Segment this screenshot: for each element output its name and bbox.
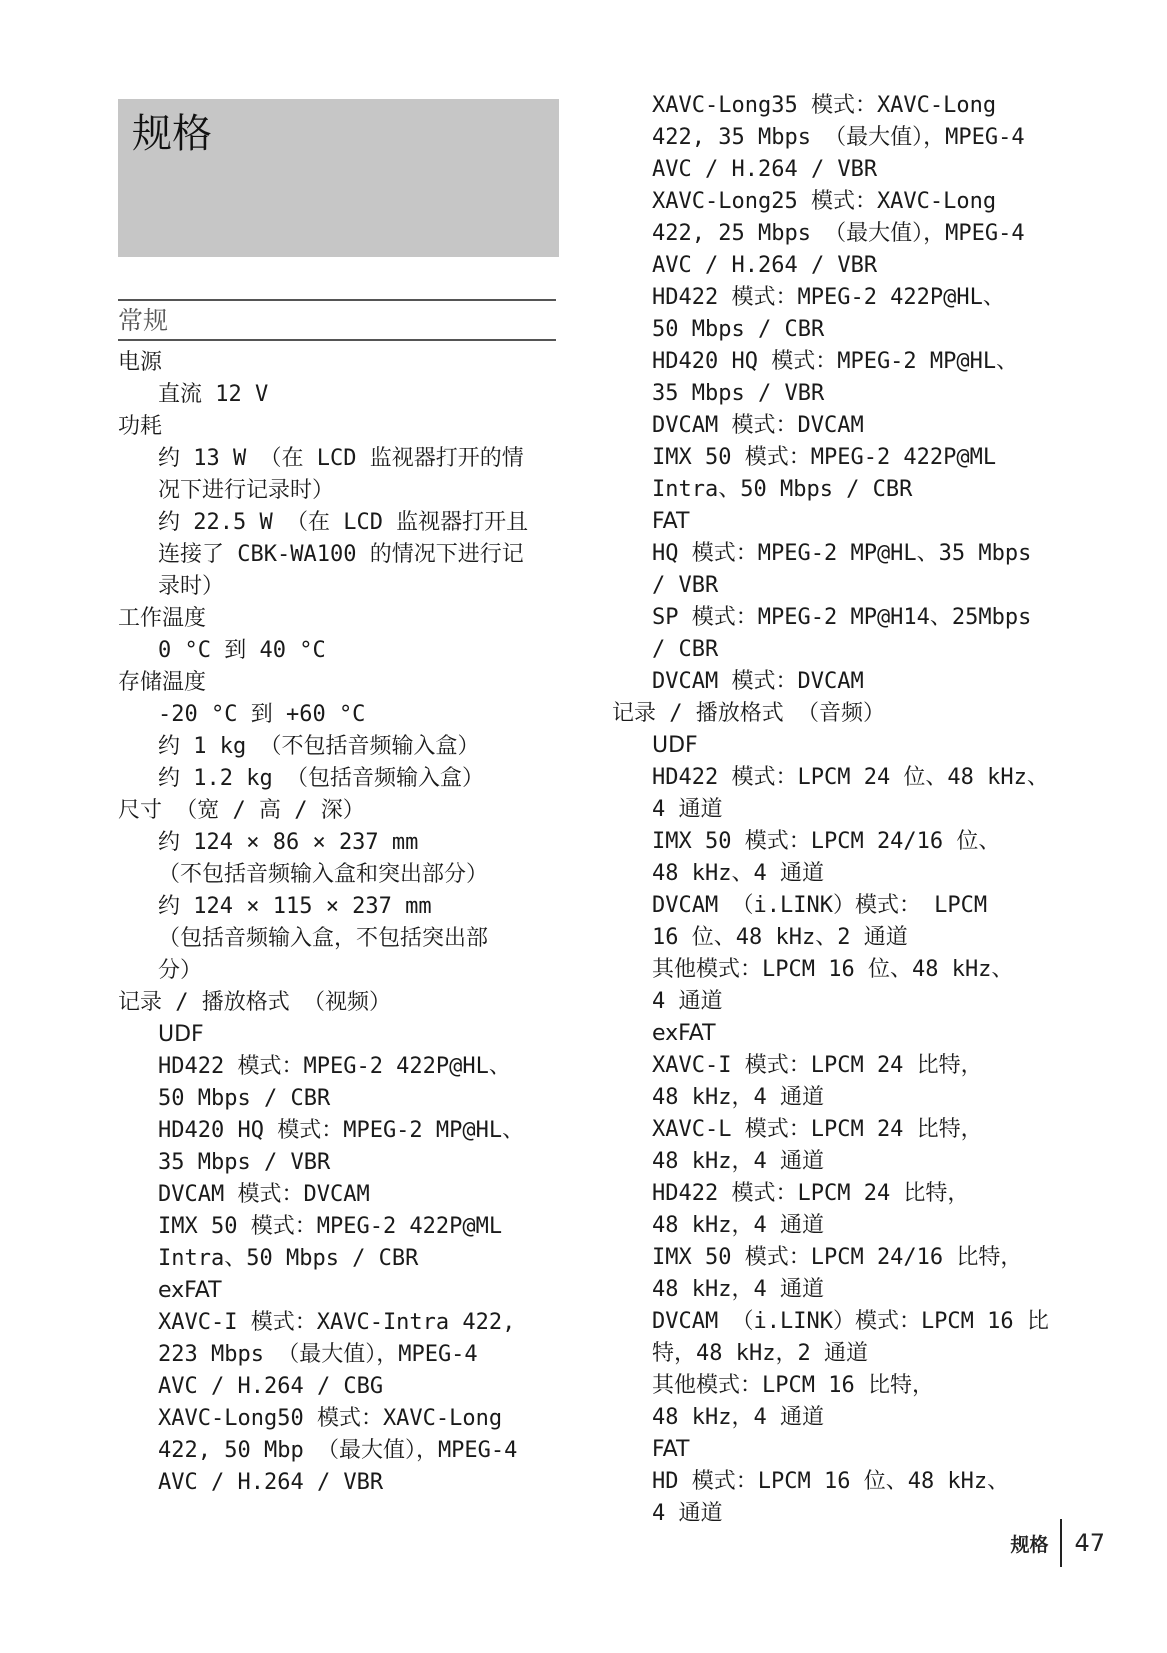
spec-value-line: 16 位、48 kHz、2 通道 xyxy=(652,925,908,950)
spec-value-line: 约 22.5 W （在 LCD 监视器打开且 xyxy=(158,510,529,535)
spec-value-line: / CBR xyxy=(652,637,719,662)
spec-value-line: DVCAM 模式：DVCAM xyxy=(652,413,864,438)
spec-value-line: Intra、50 Mbps / CBR xyxy=(158,1246,419,1271)
spec-value-line: 其他模式：LPCM 16 位、48 kHz、 xyxy=(652,957,1014,982)
spec-value-line: AVC / H.264 / VBR xyxy=(652,253,878,278)
spec-value-line: （不包括音频输入盒和突出部分） xyxy=(158,862,489,887)
spec-value-line: 特，48 kHz，2 通道 xyxy=(652,1341,868,1366)
spec-value-line: HD422 模式：LPCM 24 位、48 kHz、 xyxy=(652,765,1049,790)
spec-value-line: UDF xyxy=(652,733,698,758)
spec-value-line: 约 13 W （在 LCD 监视器打开的情 xyxy=(158,446,524,471)
spec-value-line: DVCAM 模式：DVCAM xyxy=(652,669,864,694)
spec-value-line: 422, 50 Mbp （最大值），MPEG-4 xyxy=(158,1438,518,1463)
spec-value-line: 35 Mbps / VBR xyxy=(652,381,825,406)
spec-value-line: DVCAM 模式：DVCAM xyxy=(158,1182,370,1207)
spec-value-line: XAVC-I 模式：LPCM 24 比特， xyxy=(652,1053,983,1078)
spec-value-line: HD422 模式：MPEG-2 422P@HL、 xyxy=(652,285,1005,310)
spec-value-line: 约 124 × 115 × 237 mm xyxy=(158,894,432,919)
spec-value-line: AVC / H.264 / VBR xyxy=(158,1470,384,1495)
spec-value-line: 约 124 × 86 × 237 mm xyxy=(158,830,419,855)
spec-value-line: 0 °C 到 40 °C xyxy=(158,638,326,663)
spec-value-line: 4 通道 xyxy=(652,1501,723,1526)
page-footer xyxy=(1010,1523,1105,1563)
spec-label-line: 电源 xyxy=(118,350,163,375)
spec-value-line: AVC / H.264 / CBG xyxy=(158,1374,384,1399)
spec-value-line: 其他模式：LPCM 16 比特， xyxy=(652,1373,934,1398)
spec-value-line: FAT xyxy=(652,509,690,534)
spec-value-line: 50 Mbps / CBR xyxy=(652,317,825,342)
spec-value-line: HD420 HQ 模式：MPEG-2 MP@HL、 xyxy=(158,1118,525,1143)
left-column xyxy=(118,347,568,1499)
spec-value-line: 录时） xyxy=(158,574,225,599)
spec-value-line: 约 1.2 kg （包括音频输入盒） xyxy=(158,766,484,791)
spec-value-line: AVC / H.264 / VBR xyxy=(652,157,878,182)
spec-value-line: XAVC-Long35 模式：XAVC-Long xyxy=(652,93,997,118)
spec-value-line: FAT xyxy=(652,1437,690,1462)
spec-label-line: 功耗 xyxy=(118,414,163,439)
spec-value-line: DVCAM （i.LINK）模式： LPCM xyxy=(652,893,988,918)
spec-label-line: 记录 / 播放格式 （音频） xyxy=(612,701,885,726)
spec-value-line: IMX 50 模式：LPCM 24/16 位、 xyxy=(652,829,1001,854)
spec-value-line: 48 kHz，4 通道 xyxy=(652,1085,824,1110)
spec-value-line: 50 Mbps / CBR xyxy=(158,1086,331,1111)
footer-section-label: 规格 xyxy=(1010,1533,1049,1556)
spec-value-line: HD422 模式：LPCM 24 比特， xyxy=(652,1181,970,1206)
section-heading xyxy=(118,299,556,341)
spec-value-line: 48 kHz、4 通道 xyxy=(652,861,824,886)
spec-value-line: 35 Mbps / VBR xyxy=(158,1150,331,1175)
spec-value-line: 48 kHz，4 通道 xyxy=(652,1277,824,1302)
spec-value-line: 223 Mbps （最大值），MPEG-4 xyxy=(158,1342,478,1367)
spec-value-line: 4 通道 xyxy=(652,989,723,1014)
spec-value-line: 48 kHz，4 通道 xyxy=(652,1405,824,1430)
page-title: 规格 xyxy=(132,111,212,157)
spec-value-line: HD420 HQ 模式：MPEG-2 MP@HL、 xyxy=(652,349,1019,374)
spec-label-line: 记录 / 播放格式 （视频） xyxy=(118,990,391,1015)
spec-value-line: IMX 50 模式：LPCM 24/16 比特， xyxy=(652,1245,1023,1270)
spec-value-line: 48 kHz，4 通道 xyxy=(652,1149,824,1174)
spec-label-line: 尺寸 （宽 / 高 / 深） xyxy=(118,798,365,823)
spec-value-line: exFAT xyxy=(652,1021,716,1046)
spec-value-line: UDF xyxy=(158,1022,204,1047)
spec-label-line: 存储温度 xyxy=(118,670,207,695)
spec-value-line: Intra、50 Mbps / CBR xyxy=(652,477,913,502)
spec-value-line: 48 kHz，4 通道 xyxy=(652,1213,824,1238)
spec-value-line: 约 1 kg （不包括音频输入盒） xyxy=(158,734,480,759)
spec-value-line: 4 通道 xyxy=(652,797,723,822)
spec-value-line: 直流 12 V xyxy=(158,382,269,407)
spec-value-line: 况下进行记录时） xyxy=(158,478,335,503)
spec-value-line: 422, 35 Mbps （最大值），MPEG-4 xyxy=(652,125,1025,150)
spec-value-line: IMX 50 模式：MPEG-2 422P@ML xyxy=(158,1214,503,1239)
right-column xyxy=(612,90,1082,1530)
section-heading-text: 常规 xyxy=(118,306,169,335)
spec-value-line: DVCAM （i.LINK）模式：LPCM 16 比 xyxy=(652,1309,1049,1334)
page-title-box xyxy=(118,99,559,257)
spec-value-line: 连接了 CBK-WA100 的情况下进行记 xyxy=(158,542,524,567)
spec-value-line: HD422 模式：MPEG-2 422P@HL、 xyxy=(158,1054,511,1079)
spec-value-line: XAVC-Long50 模式：XAVC-Long xyxy=(158,1406,503,1431)
spec-value-line: HD 模式：LPCM 16 位、48 kHz、 xyxy=(652,1469,1010,1494)
page-number: 47 xyxy=(1074,1529,1105,1557)
spec-value-line: XAVC-I 模式：XAVC-Intra 422, xyxy=(158,1310,516,1335)
spec-value-line: XAVC-L 模式：LPCM 24 比特， xyxy=(652,1117,983,1142)
spec-value-line: （包括音频输入盒，不包括突出部 xyxy=(158,926,489,951)
spec-value-line: XAVC-Long25 模式：XAVC-Long xyxy=(652,189,997,214)
spec-value-line: 分） xyxy=(158,958,203,983)
spec-value-line: exFAT xyxy=(158,1278,222,1303)
spec-value-line: SP 模式：MPEG-2 MP@H14、25Mbps xyxy=(652,605,1032,630)
spec-value-line: -20 °C 到 +60 °C xyxy=(158,702,366,727)
spec-value-line: 422, 25 Mbps （最大值），MPEG-4 xyxy=(652,221,1025,246)
spec-value-line: IMX 50 模式：MPEG-2 422P@ML xyxy=(652,445,997,470)
spec-label-line: 工作温度 xyxy=(118,606,207,631)
spec-value-line: HQ 模式：MPEG-2 MP@HL、35 Mbps xyxy=(652,541,1032,566)
spec-value-line: / VBR xyxy=(652,573,719,598)
